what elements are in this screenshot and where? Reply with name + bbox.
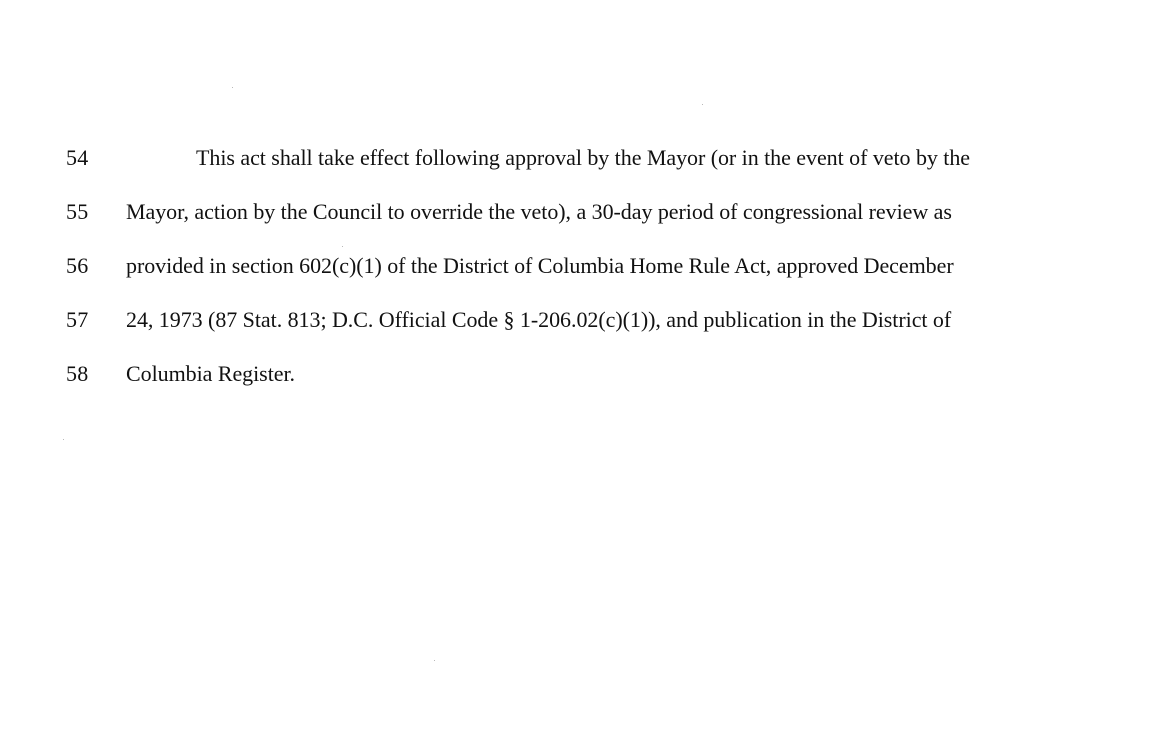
scan-speck xyxy=(232,87,233,88)
line-text: 24, 1973 (87 Stat. 813; D.C. Official Code § 1-206.02(c)(1)), and publication in the District of xyxy=(126,307,952,332)
document-line-57 xyxy=(0,305,1176,335)
document-line-54 xyxy=(0,143,1176,173)
line-number: 54 xyxy=(66,145,89,170)
scan-speck xyxy=(63,439,64,440)
line-number: 58 xyxy=(66,361,89,386)
document-line-58 xyxy=(0,359,1176,389)
line-text: This act shall take effect following approval by the Mayor (or in the event of veto by the xyxy=(196,145,971,170)
line-number: 55 xyxy=(66,199,89,224)
line-text: Columbia Register. xyxy=(126,361,295,386)
line-text: provided in section 602(c)(1) of the District of Columbia Home Rule Act, approved December xyxy=(126,253,954,278)
line-number: 57 xyxy=(66,307,89,332)
scan-speck xyxy=(342,246,343,247)
scan-speck xyxy=(434,660,435,661)
document-line-55 xyxy=(0,197,1176,227)
document-line-56 xyxy=(0,251,1176,281)
line-number: 56 xyxy=(66,253,89,278)
scan-speck xyxy=(702,104,703,105)
line-text: Mayor, action by the Council to override the veto), a 30-day period of congressional review as xyxy=(126,199,952,224)
